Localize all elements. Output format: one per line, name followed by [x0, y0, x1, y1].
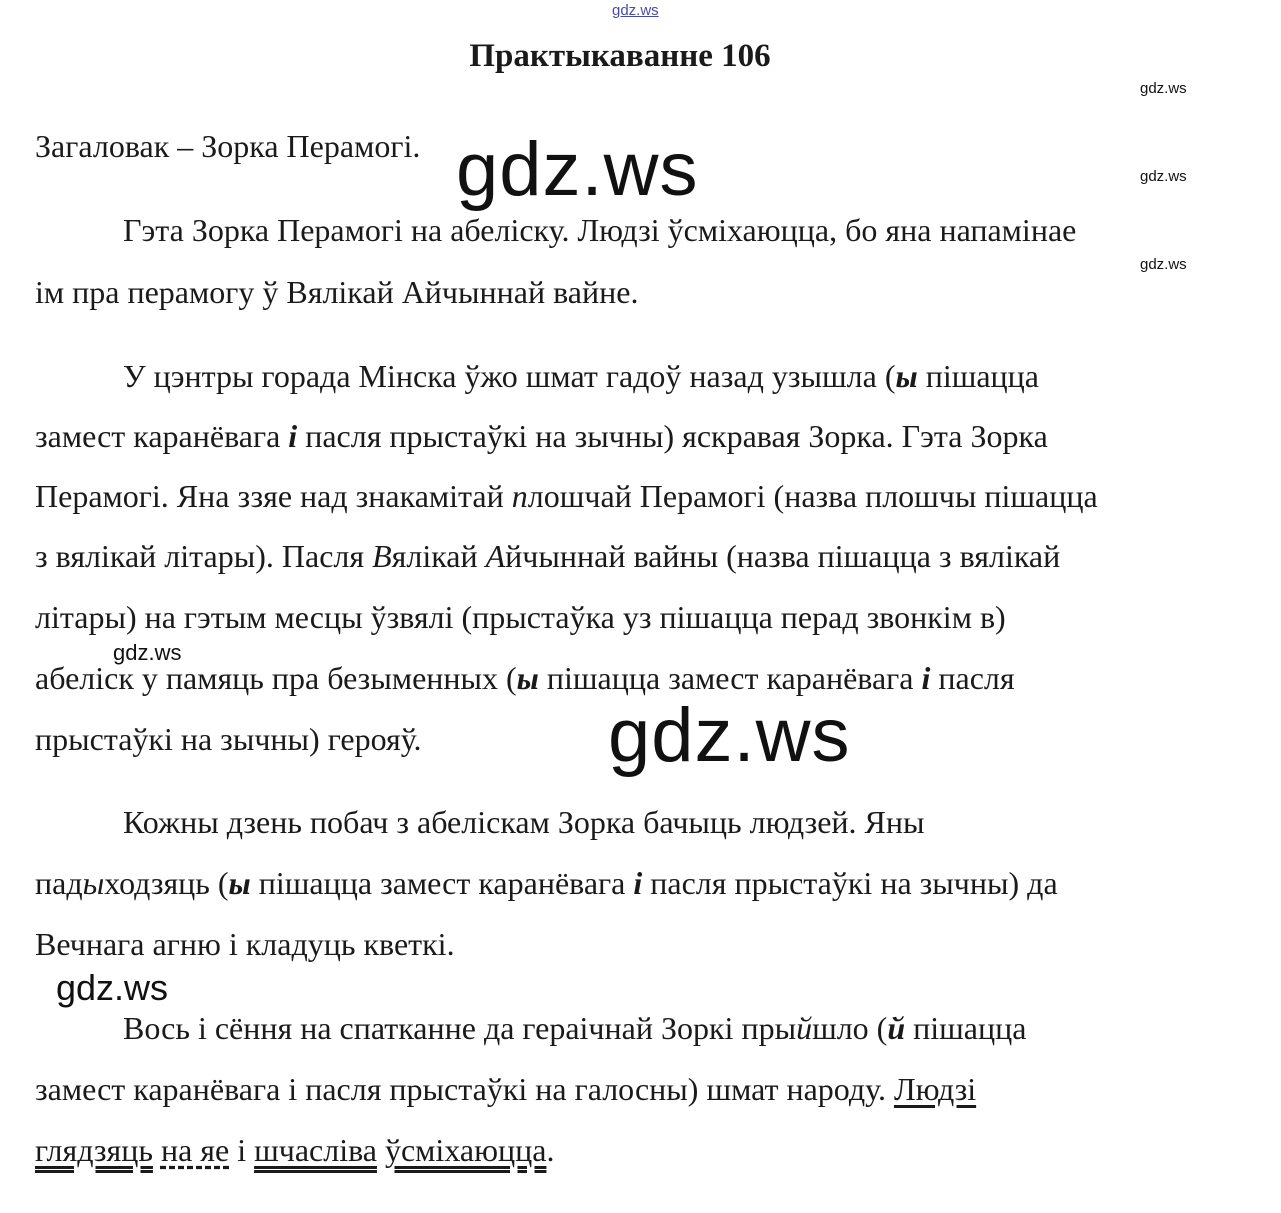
watermark-large: gdz.ws [456, 127, 699, 212]
watermark-small: gdz.ws [1140, 256, 1187, 273]
watermark-large: gdz.ws [608, 693, 851, 778]
watermark-small: gdz.ws [1140, 80, 1187, 97]
heading-line: Загаловак – Зорка Перамогі. [35, 128, 421, 164]
predicate-underline: шчасліва [254, 1132, 377, 1168]
paragraph-2-line-3: Перамогі. Яна ззяе над знакамітай плошчай Перамогі (назва плошчы пішацца [35, 478, 1098, 514]
paragraph-4-line-1: Вось і сёння на спатканне да гераічнай Зоркі прыйшло (й пішацца [123, 1010, 1027, 1046]
subject-underline: Людзі [893, 1071, 977, 1107]
predicate-underline: ўсміхаюцца [384, 1132, 547, 1168]
watermark-medium: gdz.ws [56, 967, 169, 1008]
paragraph-3-line-1: Кожны дзень побач з абеліскам Зорка бачыць людзей. Яны [123, 804, 925, 840]
paragraph-2-line-5: літары) на гэтым месцы ўзвялі (прыстаўка уз пішацца перад звонкім в) [35, 599, 1006, 635]
watermark-medium: gdz.ws [113, 640, 182, 665]
paragraph-3-line-3: Вечнага агню і кладуць кветкі. [35, 926, 455, 962]
object-underline: на яе [160, 1132, 230, 1168]
predicate-underline: глядзяць [35, 1132, 153, 1168]
paragraph-2-line-2: замест каранёвага і пасля прыстаўкі на зычны) яскравая Зорка. Гэта Зорка [35, 418, 1048, 454]
paragraph-2-line-7: прыстаўкі на зычны) герояў. [35, 721, 422, 757]
paragraph-1-line-2: ім пра перамогу ў Вялікай Айчыннай вайне. [35, 274, 639, 310]
paragraph-4-line-3: глядзяць на яе і шчасліва ўсміхаюцца. [35, 1132, 555, 1168]
paragraph-2-line-1: У цэнтры горада Мінска ўжо шмат гадоў назад узышла (ы пішацца [123, 358, 1039, 394]
paragraph-3-line-2: падыходзяць (ы пішацца замест каранёвага і пасля прыстаўкі на зычны) да [35, 865, 1058, 901]
paragraph-2-line-6: абеліск у памяць пра безыменных (ы пішацца замест каранёвага і пасля [35, 660, 1015, 696]
paragraph-1-line-1: Гэта Зорка Перамогі на абеліску. Людзі ўсміхаюцца, бо яна напамінае [123, 212, 1077, 248]
paragraph-4-line-2: замест каранёвага і пасля прыстаўкі на галосны) шмат народу. Людзі [35, 1071, 977, 1107]
watermark-small: gdz.ws [1140, 168, 1187, 185]
watermark-top: gdz.ws [612, 2, 659, 19]
page-title: Практыкаванне 106 [469, 38, 771, 74]
paragraph-2-line-4: з вялікай літары). Пасля Вялікай Айчыннай вайны (назва пішацца з вялікай [35, 538, 1061, 574]
